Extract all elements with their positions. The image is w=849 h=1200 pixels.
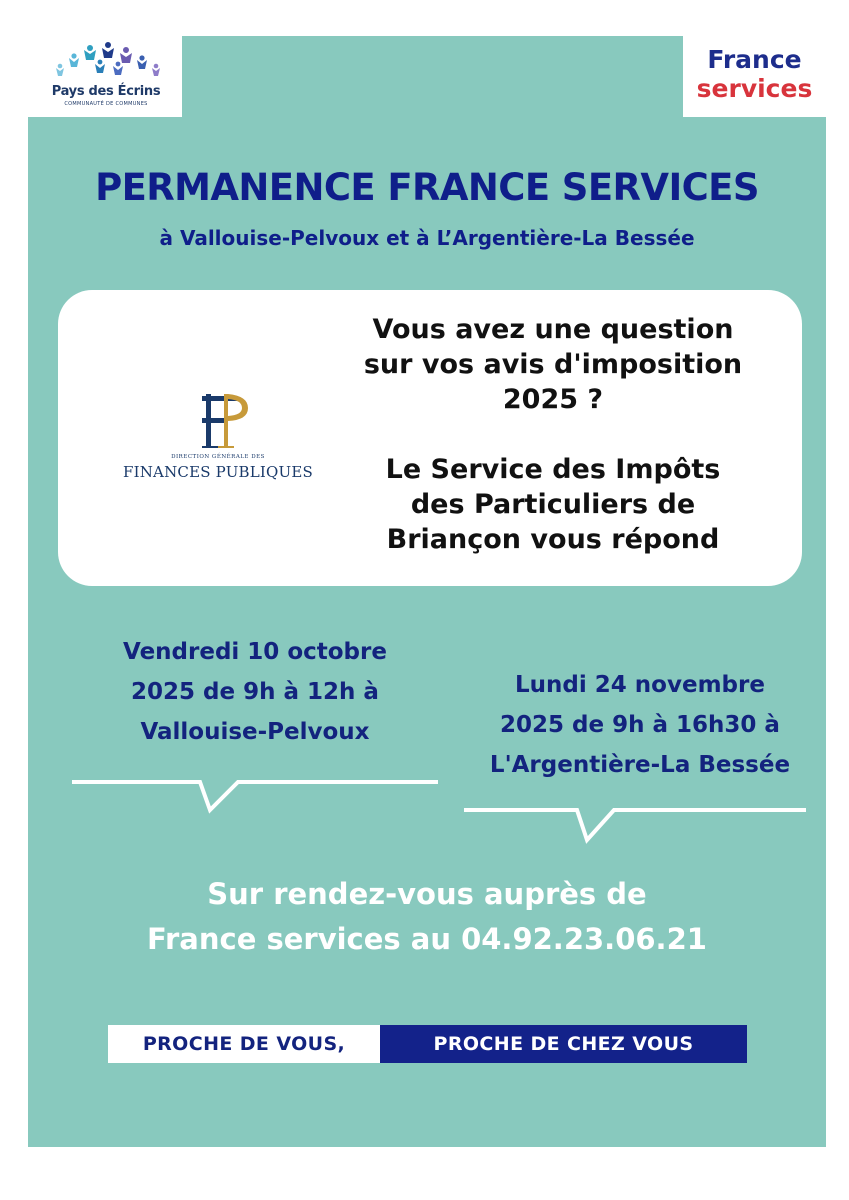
date-line: L'Argentière-La Bessée [489, 752, 791, 778]
appointment-line: Sur rendez-vous auprès de [207, 877, 647, 911]
france-services-logo [683, 36, 826, 117]
page-subtitle: à Vallouise-Pelvoux et à L’Argentière-La Bessée [159, 226, 695, 250]
question-line: Vous avez une question [372, 314, 734, 345]
question-line: sur vos avis d'imposition [363, 349, 743, 380]
dgfip-big-text: FINANCES PUBLIQUES [122, 463, 314, 481]
slogan-part1: PROCHE DE VOUS, [108, 1025, 380, 1063]
pays-des-ecrins-subtitle: COMMUNAUTÉ DE COMMUNES [64, 101, 148, 107]
date-line: Lundi 24 novembre [515, 672, 765, 698]
answer-line: Briançon vous répond [386, 524, 720, 555]
france-services-line1: France [707, 45, 802, 74]
appointment-info [28, 872, 826, 962]
appointment-phone-line: France services au 04.92.23.06.21 [147, 922, 707, 956]
info-card [58, 290, 802, 586]
answer-line: Le Service des Impôts [385, 454, 721, 485]
date-line: Vendredi 10 octobre [123, 639, 387, 665]
pays-des-ecrins-logo [28, 36, 182, 117]
people-figures-icon [28, 36, 182, 86]
speech-bubble-right-icon [462, 800, 822, 850]
pays-des-ecrins-name: Pays des Écrins [51, 84, 161, 99]
date-line: 2025 de 9h à 16h30 à [500, 712, 780, 738]
page-title: PERMANENCE FRANCE SERVICES [95, 166, 759, 209]
dgfip-logo [118, 388, 318, 488]
date-vallouise [60, 632, 450, 752]
date-line: 2025 de 9h à 12h à [131, 679, 379, 705]
slogan-part2: PROCHE DE CHEZ VOUS [380, 1025, 747, 1063]
finances-publiques-emblem-icon [118, 388, 318, 454]
answer-line: des Particuliers de [410, 489, 696, 520]
date-argentiere [450, 665, 830, 785]
speech-bubble-left-icon [70, 770, 450, 820]
question-line: 2025 ? [502, 384, 604, 415]
france-services-line2: services [696, 74, 813, 103]
card-message [323, 312, 783, 557]
date-line: Vallouise-Pelvoux [140, 719, 370, 745]
dgfip-small-text: DIRECTION GÉNÉRALE DES [171, 454, 265, 460]
